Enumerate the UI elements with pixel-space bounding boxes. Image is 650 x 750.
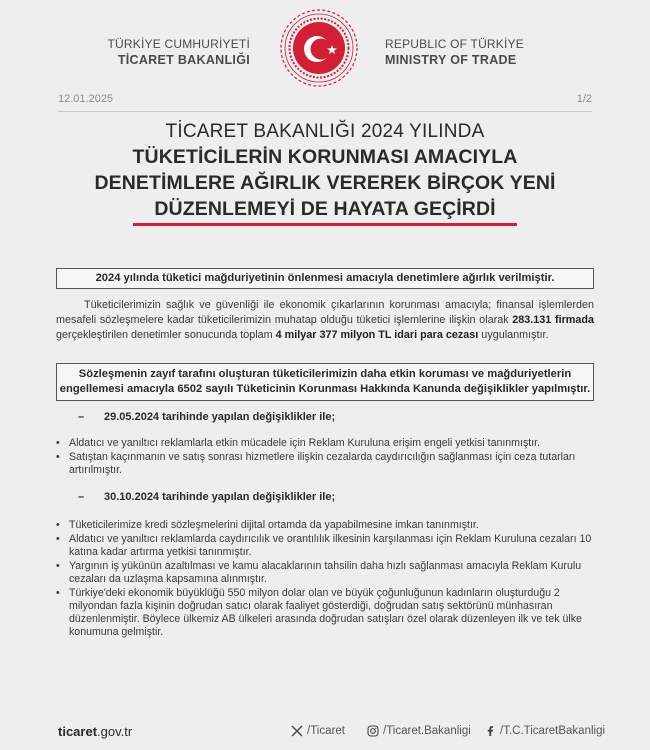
page-footer (0, 724, 650, 744)
bullet-icon: • (56, 437, 60, 449)
paragraph-bold-firms: 283.131 firmada (512, 314, 594, 326)
highlight-box-law-changes (56, 363, 594, 401)
website-link[interactable] (58, 724, 132, 739)
title-line2: TÜKETİCİLERİN KORUNMASI AMACIYLA (132, 146, 518, 168)
highlight-box-text: 2024 yılında tüketici mağduriyetinin önlenmesi amacıyla denetimlere ağırlık verilmiştir. (95, 272, 555, 284)
instagram-handle: /Ticaret.Bakanligi (383, 725, 471, 737)
paragraph-text-3: uygulanmıştır. (478, 329, 549, 341)
dash-marker: – (78, 491, 85, 503)
list-item (56, 451, 596, 477)
facebook-logo-icon (484, 725, 496, 737)
bullet-list-may (56, 437, 596, 478)
bullet-icon: • (56, 587, 60, 599)
header-left-line2: TİCARET BAKANLIĞI (117, 53, 250, 67)
highlight-box-inspections (56, 268, 594, 289)
x-handle: /Ticaret (307, 725, 345, 737)
header-right-line1: REPUBLIC OF TÜRKİYE (385, 37, 524, 51)
bullet-icon: • (56, 451, 60, 463)
instagram-social-link[interactable] (367, 725, 471, 737)
page-header (0, 0, 650, 92)
header-left-line1: TÜRKİYE CUMHURİYETİ (107, 37, 250, 51)
header-right-line2: MINISTRY OF TRADE (385, 53, 517, 67)
instagram-logo-icon (367, 725, 379, 737)
list-item-text: Aldatıcı ve yanıltıcı reklamlarla etkin mücadele için Reklam Kuruluna erişim engeli yetkisi tanınmıştır. (69, 437, 541, 449)
highlight-box-line2: engellemesi amacıyla 6502 sayılı Tüketicinin Korunması Hakkında Kanunda değişiklikler yapılmıştır. (59, 383, 591, 395)
list-item (56, 519, 596, 532)
list-item-text: Türkiye'deki ekonomik büyüklüğü 550 milyon dolar olan ve büyük çoğunluğunun kadınların oluşturduğu 2 milyondan fazla kişinin doğrudan satıcı olarak faaliyet gösterdiği, doğrudan satış sektörünü münhasıran düzenlenmiştir. Böylece ülkemiz AB ülkeleri arasında doğrudan satışları özel olarak düzenleyen ilk ve tek ülke konumuna gelmiştir. (69, 587, 582, 638)
title-line1: TİCARET BAKANLIĞI 2024 YILINDA (165, 121, 485, 142)
list-item (56, 560, 596, 586)
x-logo-icon (291, 725, 303, 737)
list-item (56, 533, 596, 559)
title-underline (133, 223, 517, 226)
x-social-link[interactable] (291, 725, 345, 737)
section-heading-october (78, 491, 335, 503)
header-english-name (385, 37, 524, 69)
ministry-emblem-icon (279, 8, 359, 88)
section-heading-text: 30.10.2024 tarihinde yapılan değişiklikler ile; (104, 491, 336, 503)
site-domain-bold: ticaret (58, 724, 98, 739)
body-paragraph (56, 298, 594, 343)
site-domain-rest: .gov.tr (97, 724, 133, 739)
paragraph-text-1: Tüketicilerimizin sağlık ve güvenliği ile ekonomik çıkarlarının korunması amacıyla; finansal işlemlerden mesafeli sözleşmelere kadar tüketicilerimizin muhatap olduğu tüketici işlemlerine ilişkin olarak (56, 299, 594, 326)
document-date: 12.01.2025 (58, 93, 114, 105)
facebook-handle: /T.C.TicaretBakanligi (500, 725, 606, 737)
section-heading-may (78, 411, 335, 423)
list-item-text: Satıştan kaçınmanın ve satış sonrası hizmetlere ilişkin cezalarda caydırıcılığın sağlanması için ceza tutarları artırılmıştır. (69, 451, 576, 476)
dash-marker: – (78, 411, 85, 423)
list-item (56, 437, 596, 450)
paragraph-bold-fine: 4 milyar 377 milyon TL idari para cezası (275, 329, 479, 341)
facebook-social-link[interactable] (484, 725, 605, 737)
list-item-text: Tüketicilerimize kredi sözleşmelerini dijital ortamda da yapabilmesine imkan tanınmıştır. (69, 519, 479, 531)
section-heading-text: 29.05.2024 tarihinde yapılan değişiklikler ile; (104, 411, 336, 423)
bullet-icon: • (56, 533, 60, 545)
title-line4: DÜZENLEMEYİ DE HAYATA GEÇİRDİ (154, 198, 496, 220)
bullet-list-october (56, 519, 596, 640)
paragraph-text-2: gerçekleştirilen denetimler sonucunda toplam (56, 329, 276, 341)
list-item-text: Aldatıcı ve yanıltıcı reklamlarda caydırıcılık ve orantılılık ilkesinin karşılanması için Reklam Kuruluna cezaları 10 katına kadar artırma yetkisi tanınmıştır. (69, 533, 592, 558)
bullet-icon: • (56, 560, 60, 572)
highlight-box-line1: Sözleşmenin zayıf tarafını oluşturan tüketicilerimizin daha etkin koruması ve mağduriyetlerin (78, 368, 572, 380)
title-line3: DENETİMLERE AĞIRLIK VEREREK BİRÇOK YENİ (94, 172, 556, 194)
bullet-icon: • (56, 519, 60, 531)
header-turkish-name (108, 37, 250, 69)
list-item (56, 587, 596, 639)
divider (58, 111, 592, 112)
page-number: 1/2 (576, 93, 592, 105)
list-item-text: Yargının iş yükünün azaltılması ve kamu alacaklarının tahsilin daha hızlı sağlanması amacıyla Reklam Kurulu cezaları da uzlaşma kapsamına alınmıştır. (69, 560, 582, 585)
page-title (0, 120, 650, 222)
